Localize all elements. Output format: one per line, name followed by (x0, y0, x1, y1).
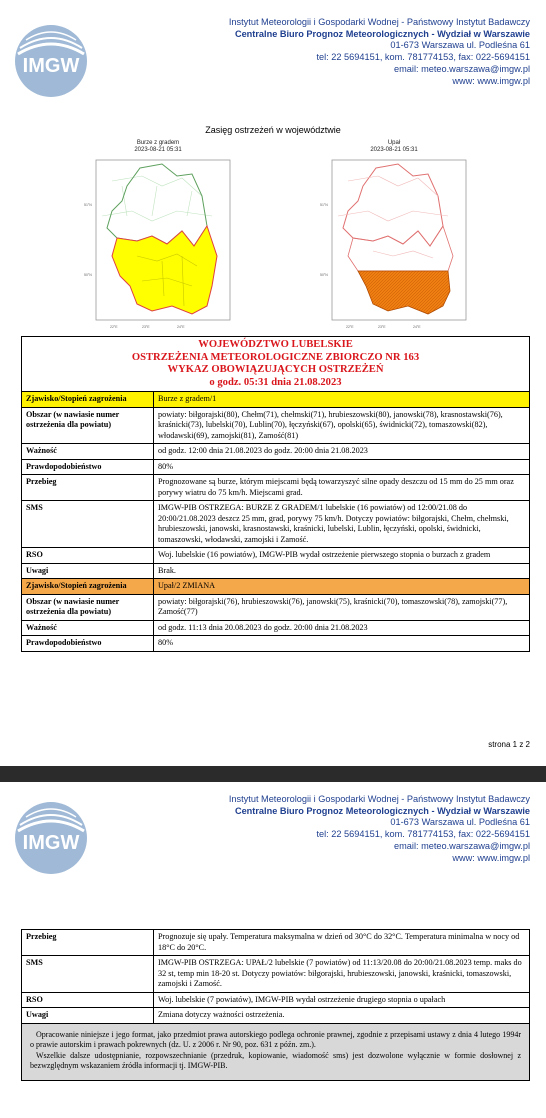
svg-text:51°N: 51°N (320, 203, 328, 207)
org-phone: tel: 22 5694151, kom. 781774153, fax: 022-5694151 (316, 52, 530, 63)
map-heat-graphic (318, 156, 470, 334)
warning2-course-value: Prognozuje się upały. Temperatura maksymalna w dzień od 30°C do 32°C. Temperatura minimalna w nocy od 18°C do 20°C. (154, 930, 530, 956)
warning2-rso-row (22, 992, 530, 1008)
copyright-row (22, 1023, 530, 1080)
warning1-sms-value: IMGW-PIB OSTRZEGA: BURZE Z GRADEM/1 lubelskie (16 powiatów) od 12:00/21.08 do 20:00/21.08.2023 deszcz 25 mm, grad, porywy 75 km/h. Dotyczy powiatów: biłgorajski, Chełm, chełmski, hrubieszowski, janowski, krasnostawski, kraśnicki, lubelski, Lublin, łęczyński, opolski, świdnicki, tomaszowski, włodawski, zamojski i Zamość. (154, 501, 530, 548)
org-division: Centralne Biuro Prognoz Meteorologicznych - Wydział w Warszawie (234, 28, 530, 39)
map-thunderstorm-name: Burze z gradem (136, 140, 180, 146)
warning2-probability-value: 80% (154, 636, 530, 652)
warning1-rso-row (22, 548, 530, 564)
map-thunderstorm-date: 2023-08-21 05:31 (134, 147, 182, 153)
warning2-probability-row (22, 636, 530, 652)
warning2-notes-row (22, 1008, 530, 1024)
warning2-validity-value: od godz. 11:13 dnia 20.08.2023 do godz. 20:00 dnia 21.08.2023 (154, 620, 530, 636)
warning2-course-label: Przebieg (22, 930, 154, 956)
svg-text:22°E: 22°E (110, 325, 118, 329)
warning2-area-value: powiaty: biłgorajski(76), hrubieszowski(76), janowski(75), kraśnicki(70), tomaszowski(78), zamojski(77), Zamość(77) (154, 594, 530, 620)
org-phone: tel: 22 5694151, kom. 781774153, fax: 022-5694151 (316, 829, 530, 840)
organization-info (229, 794, 530, 864)
warning2-notes-value: Zmiana dotyczy ważności ostrzeżenia. (154, 1008, 530, 1024)
letterhead (0, 0, 546, 110)
warning2-rso-value: Woj. lubelskie (7 powiatów), IMGW-PIB wydał ostrzeżenie drugiego stopnia o upałach (154, 992, 530, 1008)
logo-lettering: IMGW (22, 55, 80, 77)
document-page-2 (0, 782, 546, 1118)
warning1-area-value: powiaty: biłgorajski(80), Chełm(71), chełmski(71), hrubieszowski(80), janowski(78), krasnostawski(76), kraśnicki(73), lubelski(70), Lublin(70), łęczyński(67), opolski(65), świdnicki(72), tomaszowski(82), włodawski(69), zamojski(81), Zamość(81) (154, 407, 530, 444)
warning1-probability-label: Prawdopodobieństwo (22, 459, 154, 475)
document-title (22, 337, 530, 392)
warning1-sms-label: SMS (22, 501, 154, 548)
warning1-sms-row (22, 501, 530, 548)
warning2-sms-label: SMS (22, 956, 154, 993)
map-heat-title (318, 140, 470, 154)
svg-text:50°N: 50°N (320, 273, 328, 277)
warning1-course-label: Przebieg (22, 475, 154, 501)
warning2-validity-row (22, 620, 530, 636)
imgw-logo-icon (14, 24, 88, 98)
organization-info (229, 17, 530, 87)
warning1-area-row (22, 407, 530, 444)
svg-text:23°E: 23°E (378, 325, 386, 329)
warning2-probability-label: Prawdopodobieństwo (22, 636, 154, 652)
warnings-table-continued (21, 929, 530, 1081)
title-bulletin: OSTRZEŻENIA METEOROLOGICZNE ZBIORCZO NR 163 (131, 351, 420, 363)
logo-lettering: IMGW (22, 832, 80, 854)
warning2-notes-label: Uwagi (22, 1008, 154, 1024)
copyright-line-1: Opracowanie niniejsze i jego format, jako przedmiot prawa autorskiego podlega ochronie prawnej, zgodnie z przepisami ustawy z dnia 4 lutego 1994r o prawie autorskim i prawach pokrewnych (dz. U. z 2006 r. Nr 90, poz. 631 z późn. zm.). (30, 1029, 521, 1049)
document-title-row (22, 337, 530, 392)
org-website[interactable]: www: www.imgw.pl (452, 75, 530, 86)
warning1-phenomenon-value: Burze z gradem/1 (154, 392, 530, 408)
svg-text:24°E: 24°E (413, 325, 421, 329)
title-region: WOJEWÓDZTWO LUBELSKIE (198, 339, 353, 350)
warning2-course-row (22, 930, 530, 956)
warning2-area-label: Obszar (w nawiasie numer ostrzeżenia dla powiatu) (22, 594, 154, 620)
imgw-logo-icon (14, 801, 88, 875)
warning2-phenomenon-row (22, 579, 530, 595)
section-title: Zasięg ostrzeżeń w województwie (205, 125, 341, 135)
map-heat-date: 2023-08-21 05:31 (370, 147, 418, 153)
warning1-notes-label: Uwagi (22, 563, 154, 579)
warning2-phenomenon-value: Upał/2 ZMIANA (154, 579, 530, 595)
org-name: Instytut Meteorologii i Gospodarki Wodnej - Państwowy Instytut Badawczy (228, 794, 530, 804)
svg-text:22°E: 22°E (346, 325, 354, 329)
warning1-validity-row (22, 444, 530, 460)
org-address: 01-673 Warszawa ul. Podleśna 61 (390, 40, 530, 51)
letterhead-page-2 (0, 777, 546, 887)
org-address: 01-673 Warszawa ul. Podleśna 61 (390, 817, 530, 828)
title-issued: o godz. 05:31 dnia 21.08.2023 (209, 376, 342, 388)
copyright-line-2: Wszelkie dalsze udostępnianie, rozpowszechnianie (przedruk, kopiowanie, wiadomość sms) jest dozwolone wyłącznie w formie dosłownej z bezwzględnym wskazaniem źródła informacji tj. IMGW-PIB. (30, 1050, 521, 1070)
warning1-course-value: Prognozowane są burze, którym miejscami będą towarzyszyć silne opady deszczu od 15 mm do 25 mm oraz porywy wiatru do 75 km/h. Miejscami grad. (154, 475, 530, 501)
svg-text:24°E: 24°E (177, 325, 185, 329)
warning1-rso-label: RSO (22, 548, 154, 564)
org-name: Instytut Meteorologii i Gospodarki Wodnej - Państwowy Instytut Badawczy (228, 17, 530, 27)
warning2-rso-label: RSO (22, 992, 154, 1008)
svg-text:23°E: 23°E (142, 325, 150, 329)
page-number: strona 1 z 2 (488, 740, 530, 749)
org-division: Centralne Biuro Prognoz Meteorologicznych - Wydział w Warszawie (234, 805, 530, 816)
map-heat (318, 140, 470, 334)
svg-text:51°N: 51°N (84, 203, 92, 207)
org-email[interactable]: email: meteo.warszawa@imgw.pl (394, 63, 530, 74)
org-email[interactable]: email: meteo.warszawa@imgw.pl (394, 840, 530, 851)
warning1-notes-value: Brak. (154, 563, 530, 579)
warning1-phenomenon-label: Zjawisko/Stopień zagrożenia (22, 392, 154, 408)
map-heat-name: Upał (387, 140, 401, 146)
warning1-probability-value: 80% (154, 459, 530, 475)
warning1-phenomenon-row (22, 392, 530, 408)
org-website[interactable]: www: www.imgw.pl (452, 852, 530, 863)
warning2-sms-row (22, 956, 530, 993)
warning1-validity-label: Ważność (22, 444, 154, 460)
copyright-note (22, 1023, 530, 1080)
title-list: WYKAZ OBOWIĄZUJĄCYCH OSTRZEŻEŃ (167, 364, 384, 375)
warning2-sms-value: IMGW-PIB OSTRZEGA: UPAŁ/2 lubelskie (7 powiatów) od 11:13/20.08 do 20:00/21.08.2023 temp. maks do 32 st, temp min 18-20 st. Dotyczy powiatów: biłgorajski, hrubieszowski, janowski, kraśnicki, tomaszowski, zamojski i Zamość. (154, 956, 530, 993)
warning1-rso-value: Woj. lubelskie (16 powiatów), IMGW-PIB wydał ostrzeżenie pierwszego stopnia o burzach z gradem (154, 548, 530, 564)
warning1-course-row (22, 475, 530, 501)
warning2-phenomenon-label: Zjawisko/Stopień zagrożenia (22, 579, 154, 595)
svg-text:50°N: 50°N (84, 273, 92, 277)
warning2-validity-label: Ważność (22, 620, 154, 636)
map-thunderstorm-graphic (82, 156, 234, 334)
map-thunderstorm (82, 140, 234, 334)
map-thunderstorm-title (82, 140, 234, 154)
warning1-area-label: Obszar (w nawiasie numer ostrzeżenia dla powiatu) (22, 407, 154, 444)
warning2-area-row (22, 594, 530, 620)
warnings-table (21, 336, 530, 652)
warning1-validity-value: od godz. 12:00 dnia 21.08.2023 do godz. 20:00 dnia 21.08.2023 (154, 444, 530, 460)
warning1-notes-row (22, 563, 530, 579)
warning1-probability-row (22, 459, 530, 475)
